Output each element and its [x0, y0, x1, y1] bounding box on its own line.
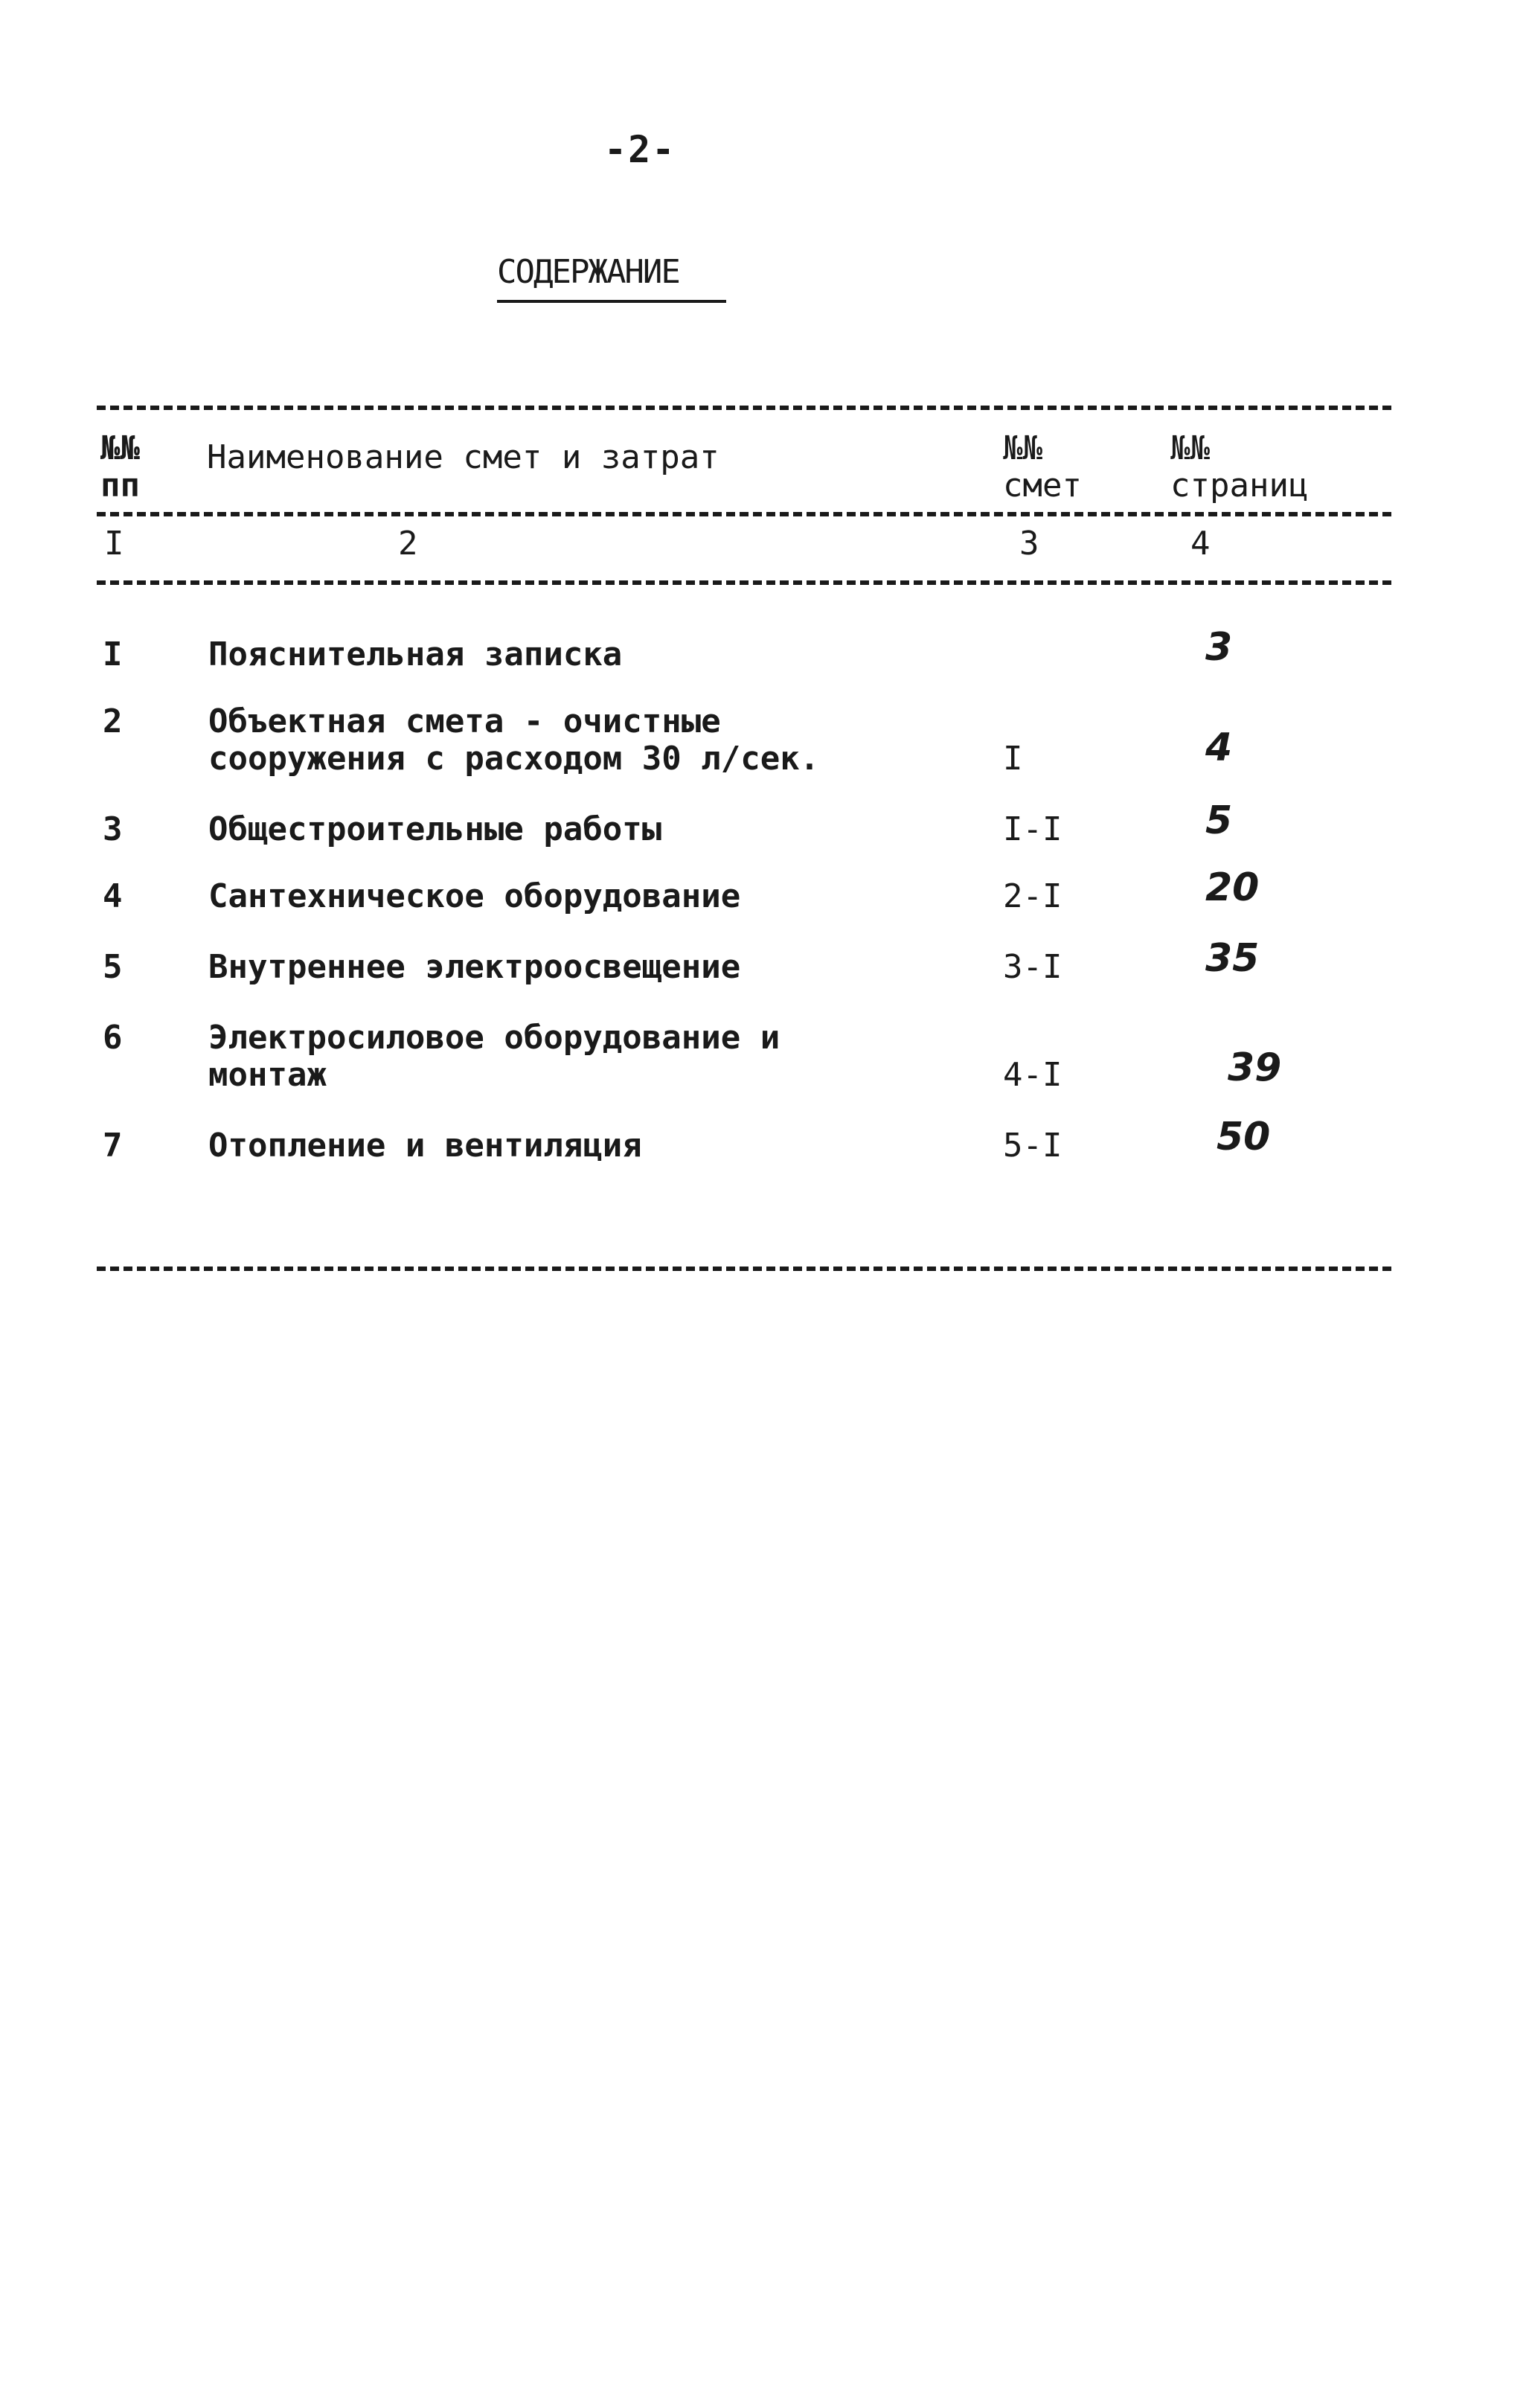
row-number: 6 — [103, 1019, 123, 1057]
row-number: 2 — [103, 702, 123, 740]
page-number: -2- — [604, 128, 676, 171]
row-name: Сантехническое оборудование — [208, 877, 741, 915]
row-page: 35 — [1205, 936, 1260, 981]
row-estimate: 4-I — [1003, 1056, 1062, 1094]
header-col-pages — [1170, 430, 1308, 505]
row-name-line2: сооружения с расходом 30 л/сек. — [208, 740, 820, 778]
row-number: 4 — [103, 877, 123, 915]
header-col-estimate — [1003, 430, 1082, 505]
row-name-line1: Электросиловое оборудование и — [208, 1019, 780, 1057]
column-number-2: 2 — [398, 525, 418, 563]
row-name — [208, 703, 819, 778]
row-name: Общестроительные работы — [208, 810, 662, 848]
row-page: 3 — [1205, 625, 1233, 670]
row-page: 5 — [1205, 798, 1233, 843]
table-rule-header — [97, 512, 1391, 516]
header-col-name: Наименование смет и затрат — [207, 438, 719, 476]
row-estimate: I-I — [1003, 810, 1062, 848]
header-col-number — [100, 430, 140, 505]
row-page: 39 — [1228, 1046, 1282, 1090]
header-col-number-line2: пп — [100, 467, 140, 505]
column-number-1: I — [104, 525, 124, 563]
header-col-pages-line2: страниц — [1170, 467, 1309, 505]
row-name: Внутреннее электроосвещение — [208, 948, 741, 986]
row-name-line2: монтаж — [208, 1056, 327, 1094]
header-col-number-line1: №№ — [100, 429, 140, 467]
row-page: 4 — [1205, 726, 1233, 770]
row-name — [208, 1019, 780, 1094]
row-number: 3 — [103, 810, 123, 848]
table-rule-numbers — [97, 580, 1391, 585]
row-estimate: 3-I — [1003, 948, 1062, 986]
row-page: 20 — [1205, 865, 1260, 910]
column-number-4: 4 — [1190, 525, 1211, 563]
row-name-line1: Объектная смета - очистные — [208, 702, 721, 740]
row-number: I — [103, 635, 123, 673]
row-page: 50 — [1217, 1115, 1271, 1159]
header-col-estimate-line2: смет — [1003, 467, 1082, 505]
row-estimate: 2-I — [1003, 877, 1062, 915]
row-number: 5 — [103, 948, 123, 986]
column-number-3: 3 — [1019, 525, 1039, 563]
row-name: Пояснительная записка — [208, 635, 623, 673]
row-estimate: I — [1003, 740, 1023, 778]
header-col-pages-line1: №№ — [1170, 429, 1210, 467]
document-title: СОДЕРЖАНИЕ — [497, 253, 726, 303]
table-rule-top — [97, 406, 1391, 410]
row-name: Отопление и вентиляция — [208, 1127, 642, 1165]
row-number: 7 — [103, 1127, 123, 1165]
row-estimate: 5-I — [1003, 1127, 1062, 1165]
header-col-estimate-line1: №№ — [1003, 429, 1042, 467]
table-rule-bottom — [97, 1267, 1391, 1271]
